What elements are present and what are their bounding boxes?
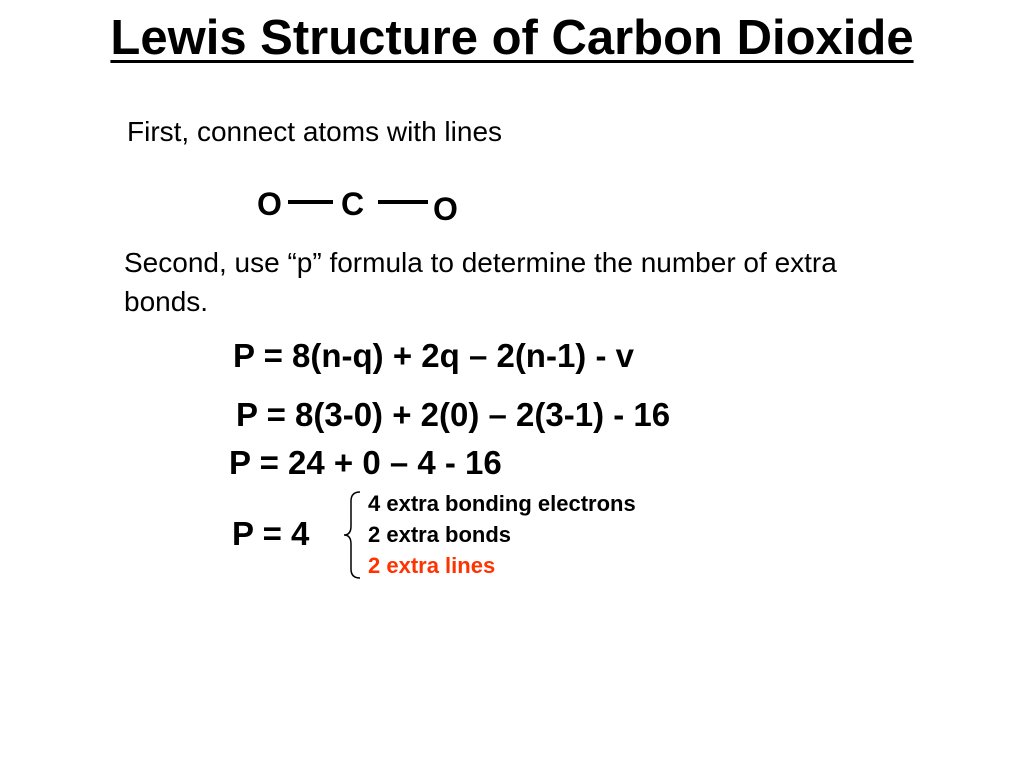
note-extra-lines: 2 extra lines xyxy=(368,553,496,578)
formula-simplified: P = 24 + 0 – 4 - 16 xyxy=(229,444,502,481)
right-oxygen-atom: O xyxy=(433,191,458,227)
note-extra-electrons: 4 extra bonding electrons xyxy=(368,491,636,516)
step1-text: First, connect atoms with lines xyxy=(127,116,503,147)
slide-title: Lewis Structure of Carbon Dioxide xyxy=(110,11,914,65)
left-single-bond xyxy=(288,200,333,204)
left-curly-brace xyxy=(342,490,366,580)
left-oxygen-atom: O xyxy=(257,186,282,222)
formula-general: P = 8(n-q) + 2q – 2(n-1) - v xyxy=(233,337,634,374)
note-extra-bonds: 2 extra bonds xyxy=(368,522,512,547)
step2-text: Second, use “p” formula to determine the number of extra bonds. xyxy=(124,247,837,317)
formula-substituted: P = 8(3-0) + 2(0) – 2(3-1) - 16 xyxy=(236,396,671,433)
result-notes xyxy=(368,488,636,581)
carbon-atom: C xyxy=(341,186,365,222)
formula-result: P = 4 xyxy=(232,515,310,552)
right-single-bond xyxy=(378,200,428,204)
